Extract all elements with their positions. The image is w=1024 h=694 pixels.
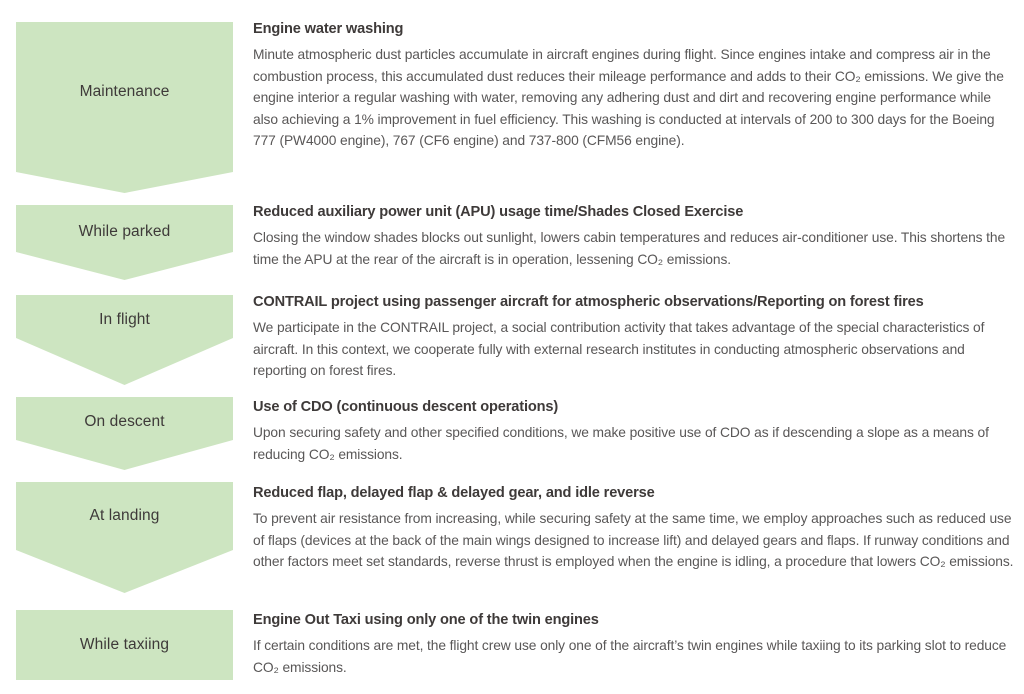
measure-entry [253,293,1016,382]
phase-label: At landing [89,507,160,524]
measure-entry [253,203,1016,270]
measure-title: CONTRAIL project using passenger aircraft for atmospheric observations/Reporting on forest fires [253,294,924,310]
measure-entry [253,20,1016,152]
down-arrow-shape [16,482,233,593]
phase-label: While taxiing [79,636,170,653]
phase-label: Maintenance [79,83,170,100]
phase-arrow-while-parked [16,205,233,280]
phase-arrow-at-landing [16,482,233,593]
measure-description: Upon securing safety and other specified conditions, we make positive use of CDO as if descending a slope as a means of reducing CO₂ emissions. [253,425,989,462]
measure-entry [253,484,1016,573]
measure-title: Use of CDO (continuous descent operations) [253,399,559,415]
measure-entry [253,398,1016,465]
measure-description: We participate in the CONTRAIL project, a social contribution activity that takes advantage of the special characteristics of aircraft. In this context, we cooperate fully with external research institutes in conducting atmospheric observations and reporting on forest fires. [253,320,985,378]
measure-title: Engine water washing [253,21,404,37]
down-arrow-shape [16,397,233,470]
down-arrow-shape [16,22,233,193]
phase-label: While parked [78,223,171,240]
measure-description: If certain conditions are met, the flight crew use only one of the aircraft’s twin engines while taxiing to its parking slot to reduce CO₂ emissions. [253,638,1007,675]
measure-description: To prevent air resistance from increasing, while securing safety at the same time, we employ approaches such as reduced use of flaps (devices at the back of the main wings designed to increase lift) and delayed gears and flaps. If runway conditions and other factors meet set standards, reverse thrust is employed when the engine is idling, a procedure that lowers CO₂ emissions. [253,511,1014,569]
phase-box-while-taxiing [16,610,233,680]
measure-description: Minute atmospheric dust particles accumulate in aircraft engines during flight. Since engines intake and compress air in the combustion process, this accumulated dust reduces their mileage performance and adds to their CO₂ emissions. We give the engine interior a regular washing with water, removing any adhering dust and dirt and recovering engine performance while also achieving a 1% improvement in fuel efficiency. This washing is conducted at intervals of 200 to 300 days for the Boeing 777 (PW4000 engine), 767 (CF6 engine) and 737-800 (CFM56 engine). [253,47,1004,148]
measure-title: Reduced auxiliary power unit (APU) usage time/Shades Closed Exercise [253,204,744,220]
measure-title: Reduced flap, delayed flap & delayed gear, and idle reverse [253,485,655,501]
measure-entry [253,611,1016,678]
down-arrow-shape [16,295,233,385]
down-arrow-shape [16,205,233,280]
phase-arrow-maintenance [16,22,233,193]
measure-description: Closing the window shades blocks out sunlight, lowers cabin temperatures and reduces air-conditioner use. This shortens the time the APU at the rear of the aircraft is in operation, lessening CO₂ emissions. [253,230,1006,267]
phase-label: On descent [84,413,165,430]
phase-label: In flight [99,311,150,328]
phase-arrow-in-flight [16,295,233,385]
phase-arrow-on-descent [16,397,233,470]
measure-title: Engine Out Taxi using only one of the twin engines [253,612,599,628]
